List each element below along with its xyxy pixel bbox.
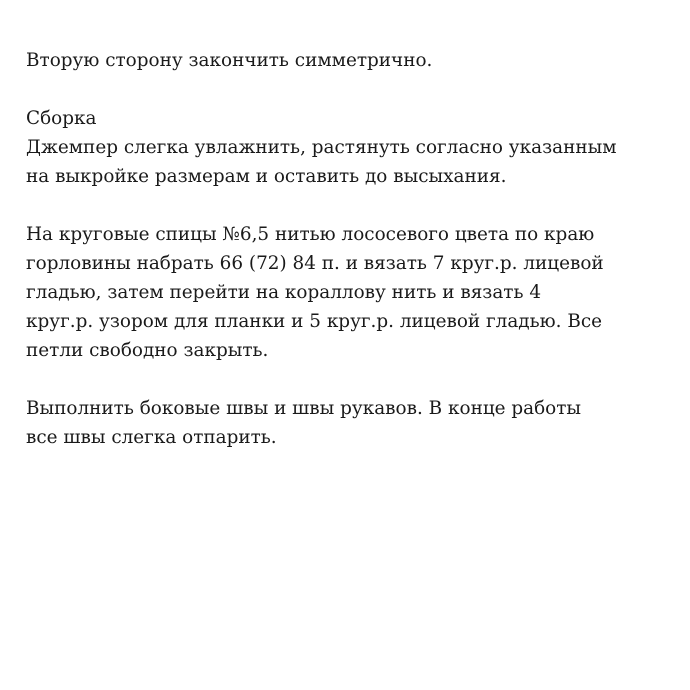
text-line: горловины набрать 66 (72) 84 п. и вязать 7 круг.р. лицевой bbox=[26, 253, 604, 274]
text-line: петли свободно закрыть. bbox=[26, 340, 269, 361]
text-line: Джемпер слегка увлажнить, растянуть согласно указанным bbox=[26, 137, 617, 158]
instruction-text bbox=[26, 46, 676, 481]
text-line: на выкройке размерам и оставить до высыхания. bbox=[26, 166, 507, 187]
paragraph-neckline bbox=[26, 220, 676, 365]
text-line: все швы слегка отпарить. bbox=[26, 427, 277, 448]
section-heading: Сборка bbox=[26, 108, 97, 129]
paragraph-finish-side bbox=[26, 46, 676, 75]
text-line: Выполнить боковые швы и швы рукавов. В конце работы bbox=[26, 398, 582, 419]
text-line: Вторую сторону закончить симметрично. bbox=[26, 50, 433, 71]
paragraph-seams bbox=[26, 394, 676, 452]
text-line: гладью, затем перейти на кораллову нить и вязать 4 bbox=[26, 282, 542, 303]
text-line: круг.р. узором для планки и 5 круг.р. лицевой гладью. Все bbox=[26, 311, 603, 332]
paragraph-assembly bbox=[26, 104, 676, 191]
text-line: На круговые спицы №6,5 нитью лососевого цвета по краю bbox=[26, 224, 595, 245]
